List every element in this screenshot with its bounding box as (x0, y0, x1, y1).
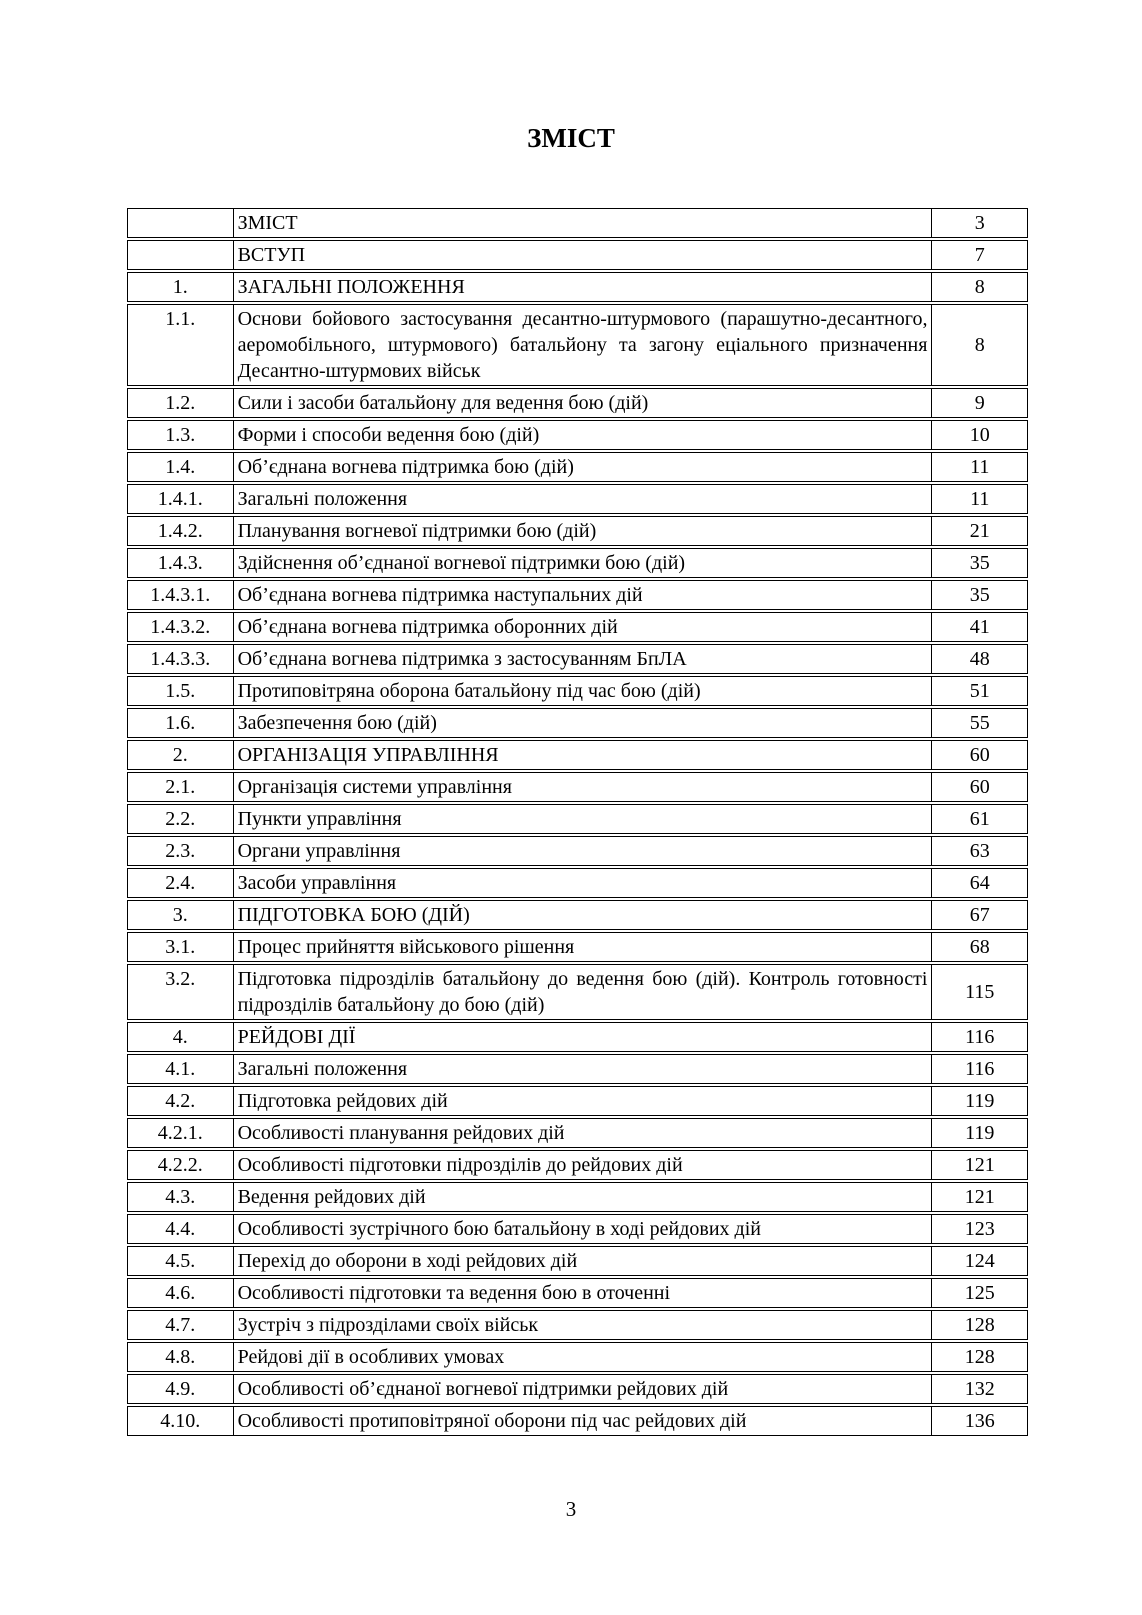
toc-row-page: 8 (931, 272, 1028, 302)
toc-row-page: 8 (931, 304, 1028, 386)
toc-row-title: Об’єднана вогнева підтримка наступальних дій (233, 580, 932, 610)
toc-row (127, 484, 1028, 514)
toc-row (127, 1246, 1028, 1276)
toc-row-page: 121 (931, 1182, 1028, 1212)
toc-row-title: ЗАГАЛЬНІ ПОЛОЖЕННЯ (233, 272, 932, 302)
toc-row (127, 804, 1028, 834)
toc-row-number: 1.5. (127, 676, 233, 706)
toc-row-title: Підготовка рейдових дій (233, 1086, 932, 1116)
toc-row-title: Особливості підготовки та ведення бою в оточенні (233, 1278, 932, 1308)
toc-row-title: ПІДГОТОВКА БОЮ (ДІЙ) (233, 900, 932, 930)
toc-row-page: 132 (931, 1374, 1028, 1404)
toc-row (127, 1342, 1028, 1372)
toc-row (127, 272, 1028, 302)
toc-row-page: 63 (931, 836, 1028, 866)
toc-row-title: Пункти управління (233, 804, 932, 834)
toc-row-title: Особливості планування рейдових дій (233, 1118, 932, 1148)
toc-row (127, 1022, 1028, 1052)
toc-row-title: Особливості підготовки підрозділів до рейдових дій (233, 1150, 932, 1180)
toc-row-page: 123 (931, 1214, 1028, 1244)
toc-row-number: 1.4.3.2. (127, 612, 233, 642)
toc-row-page: 128 (931, 1310, 1028, 1340)
toc-row-page: 10 (931, 420, 1028, 450)
toc-row-title: Організація системи управління (233, 772, 932, 802)
toc-row-number: 4.3. (127, 1182, 233, 1212)
toc-row-title: Об’єднана вогнева підтримка бою (дій) (233, 452, 932, 482)
toc-row-number: 2.2. (127, 804, 233, 834)
toc-row-page: 119 (931, 1086, 1028, 1116)
toc-row-number: 1.4.2. (127, 516, 233, 546)
toc-row-number: 4.8. (127, 1342, 233, 1372)
toc-row-page: 128 (931, 1342, 1028, 1372)
toc-row (127, 1278, 1028, 1308)
toc-row-number: 4.2. (127, 1086, 233, 1116)
toc-row-number: 4.1. (127, 1054, 233, 1084)
toc-row-page: 121 (931, 1150, 1028, 1180)
toc-row-number: 4.9. (127, 1374, 233, 1404)
toc-row (127, 1310, 1028, 1340)
toc-row-page: 67 (931, 900, 1028, 930)
toc-row (127, 772, 1028, 802)
toc-row-title: РЕЙДОВІ ДІЇ (233, 1022, 932, 1052)
toc-row-number: 1.3. (127, 420, 233, 450)
toc-row (127, 740, 1028, 770)
toc-row-number: 1.1. (127, 304, 233, 386)
toc-row-page: 3 (931, 208, 1028, 238)
toc-row-title: Органи управління (233, 836, 932, 866)
toc-row-number: 4.2.2. (127, 1150, 233, 1180)
toc-row-page: 119 (931, 1118, 1028, 1148)
toc-row-title: Ведення рейдових дій (233, 1182, 932, 1212)
toc-row-title: Об’єднана вогнева підтримка з застосуванням БпЛА (233, 644, 932, 674)
toc-row-number: 1. (127, 272, 233, 302)
toc-row-number: 4.5. (127, 1246, 233, 1276)
toc-row (127, 452, 1028, 482)
toc-row-title: Процес прийняття військового рішення (233, 932, 932, 962)
toc-row-number: 4.10. (127, 1406, 233, 1436)
toc-row-title: Форми і способи ведення бою (дій) (233, 420, 932, 450)
toc-row-page: 35 (931, 580, 1028, 610)
toc-row-page: 64 (931, 868, 1028, 898)
toc-row (127, 1374, 1028, 1404)
toc-row-page: 136 (931, 1406, 1028, 1436)
toc-row (127, 208, 1028, 238)
toc-row-title: Протиповітряна оборона батальйону під час бою (дій) (233, 676, 932, 706)
toc-row (127, 1214, 1028, 1244)
toc-row (127, 932, 1028, 962)
toc-row-title: Перехід до оборони в ході рейдових дій (233, 1246, 932, 1276)
toc-row-number: 4.4. (127, 1214, 233, 1244)
page-footer-number: 3 (565, 1497, 577, 1521)
toc-row (127, 868, 1028, 898)
toc-row-number: 3.1. (127, 932, 233, 962)
toc-row-title: Рейдові дії в особливих умовах (233, 1342, 932, 1372)
toc-row (127, 644, 1028, 674)
toc-row (127, 548, 1028, 578)
toc-row (127, 1182, 1028, 1212)
page-title: ЗМІСТ (527, 123, 615, 153)
toc-row-number: 1.4.3.3. (127, 644, 233, 674)
toc-row-page: 68 (931, 932, 1028, 962)
toc-row (127, 1118, 1028, 1148)
toc-row-title: Особливості об’єднаної вогневої підтримки рейдових дій (233, 1374, 932, 1404)
toc-row (127, 420, 1028, 450)
toc-row-title: Забезпечення бою (дій) (233, 708, 932, 738)
toc-row-number: 1.6. (127, 708, 233, 738)
toc-row (127, 516, 1028, 546)
toc-row-page: 125 (931, 1278, 1028, 1308)
toc-row-page: 7 (931, 240, 1028, 270)
toc-row-page: 11 (931, 484, 1028, 514)
toc-row (127, 676, 1028, 706)
toc-row-page: 124 (931, 1246, 1028, 1276)
toc-row-page: 115 (931, 964, 1028, 1020)
toc-row-title: Планування вогневої підтримки бою (дій) (233, 516, 932, 546)
toc-row-number: 1.4.3. (127, 548, 233, 578)
toc-row-page: 55 (931, 708, 1028, 738)
toc-row-title: Особливості протиповітряної оборони під час рейдових дій (233, 1406, 932, 1436)
toc-row-title: ОРГАНІЗАЦІЯ УПРАВЛІННЯ (233, 740, 932, 770)
toc-row-title: Зустріч з підрозділами своїх військ (233, 1310, 932, 1340)
toc-row-page: 60 (931, 772, 1028, 802)
toc-row-title: Сили і засоби батальйону для ведення бою (дій) (233, 388, 932, 418)
toc-row (127, 612, 1028, 642)
toc-row (127, 240, 1028, 270)
toc-row-page: 116 (931, 1054, 1028, 1084)
toc-row-page: 61 (931, 804, 1028, 834)
toc-row-number: 2.4. (127, 868, 233, 898)
toc-row-number: 4.7. (127, 1310, 233, 1340)
toc-row-page: 11 (931, 452, 1028, 482)
toc-row-number: 3. (127, 900, 233, 930)
toc-row-page: 51 (931, 676, 1028, 706)
toc-row (127, 388, 1028, 418)
toc-row-title: ЗМІСТ (233, 208, 932, 238)
toc-row-page: 60 (931, 740, 1028, 770)
toc-row (127, 1150, 1028, 1180)
toc-row-title: Особливості зустрічного бою батальйону в ході рейдових дій (233, 1214, 932, 1244)
toc-row (127, 1054, 1028, 1084)
toc-row-title: ВСТУП (233, 240, 932, 270)
toc-row-page: 9 (931, 388, 1028, 418)
toc-row-title: Основи бойового застосування десантно-штурмового (парашутно-десантного, аеромобільного, штурмового) батальйону та загону еціального призначення Десантно-штурмових військ (233, 304, 932, 386)
toc-table (127, 206, 1028, 1438)
toc-row-number: 1.2. (127, 388, 233, 418)
toc-row (127, 836, 1028, 866)
toc-row-number: 2.1. (127, 772, 233, 802)
toc-row-title: Підготовка підрозділів батальйону до ведення бою (дій). Контроль готовності підрозділів батальйону до бою (дій) (233, 964, 932, 1020)
toc-row-number: 2.3. (127, 836, 233, 866)
toc-row-page: 41 (931, 612, 1028, 642)
toc-row-number: 2. (127, 740, 233, 770)
toc-row-number (127, 240, 233, 270)
toc-row-number: 1.4.3.1. (127, 580, 233, 610)
toc-row (127, 708, 1028, 738)
toc-row-number: 4. (127, 1022, 233, 1052)
toc-row-page: 35 (931, 548, 1028, 578)
toc-row-title: Засоби управління (233, 868, 932, 898)
toc-row (127, 1086, 1028, 1116)
toc-row-number: 1.4.1. (127, 484, 233, 514)
toc-row-number: 4.6. (127, 1278, 233, 1308)
toc-row-number (127, 208, 233, 238)
toc-row-number: 1.4. (127, 452, 233, 482)
toc-row (127, 900, 1028, 930)
toc-row-title: Загальні положення (233, 1054, 932, 1084)
toc-row-title: Загальні положення (233, 484, 932, 514)
toc-row-page: 48 (931, 644, 1028, 674)
toc-row-number: 3.2. (127, 964, 233, 1020)
toc-row-page: 116 (931, 1022, 1028, 1052)
toc-row (127, 580, 1028, 610)
toc-row-title: Об’єднана вогнева підтримка оборонних дій (233, 612, 932, 642)
toc-row-number: 4.2.1. (127, 1118, 233, 1148)
toc-row (127, 304, 1028, 386)
toc-row (127, 1406, 1028, 1436)
toc-row-title: Здійснення об’єднаної вогневої підтримки бою (дій) (233, 548, 932, 578)
toc-row (127, 964, 1028, 1020)
toc-body (127, 208, 1028, 1436)
toc-row-page: 21 (931, 516, 1028, 546)
